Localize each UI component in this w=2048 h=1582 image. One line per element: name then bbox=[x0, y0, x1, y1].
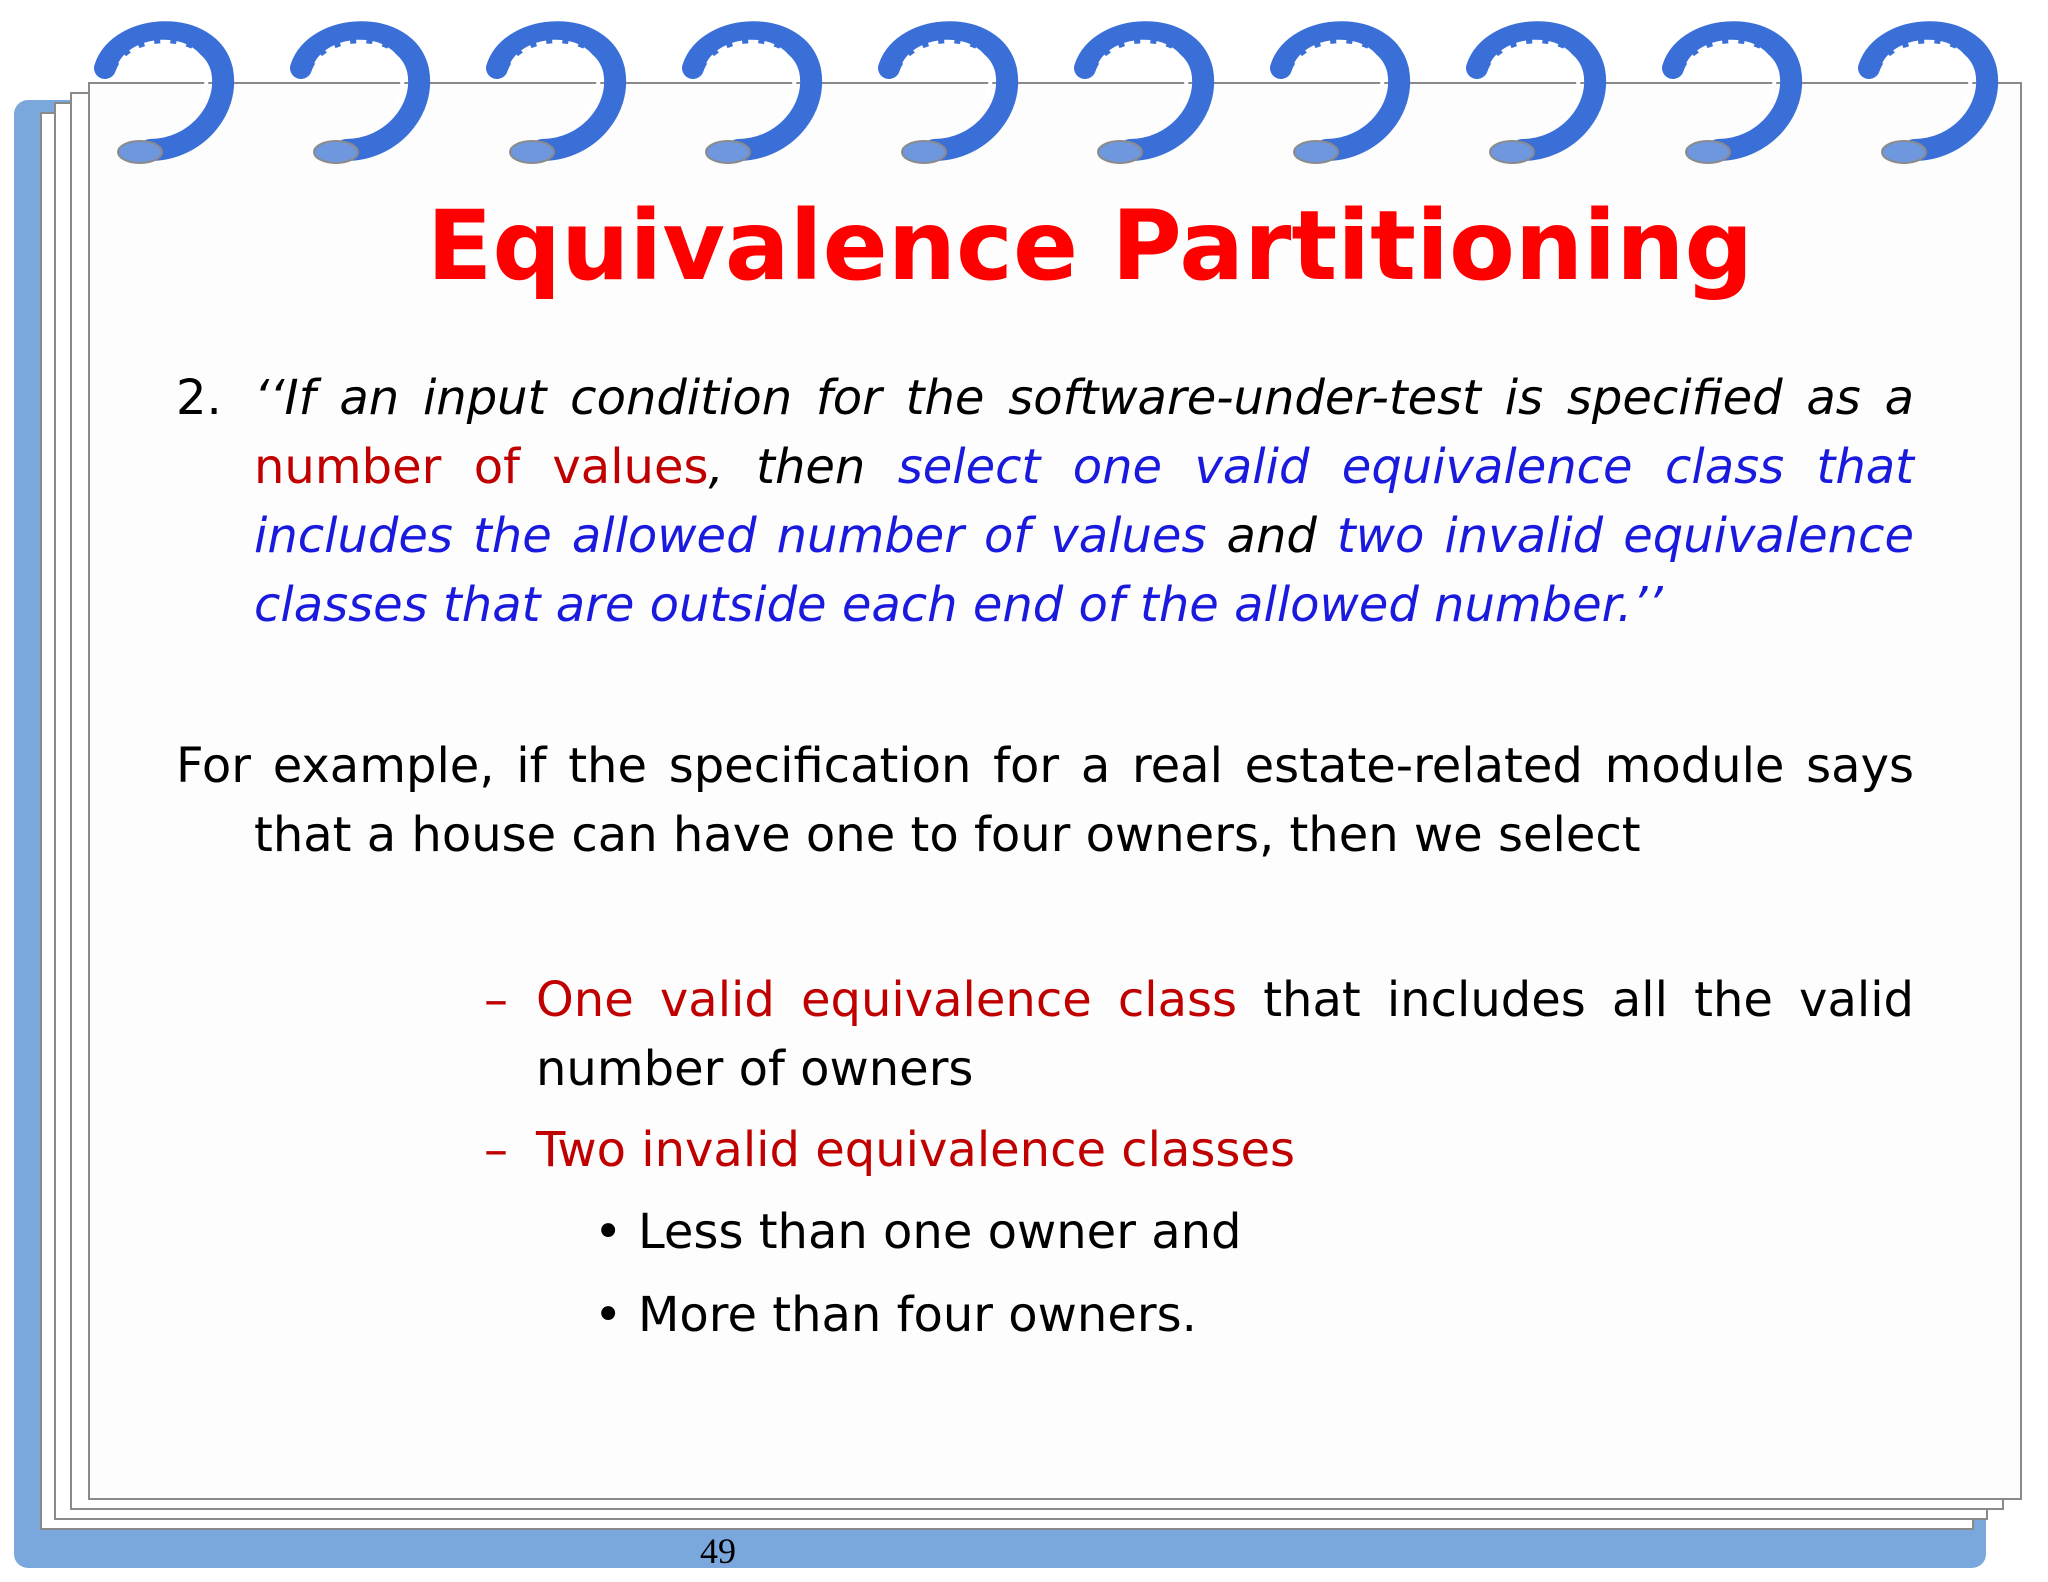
bullet-item bbox=[594, 1198, 1242, 1267]
slide-title: Equivalence Partitioning bbox=[426, 190, 1754, 302]
bullet-icon: • bbox=[594, 1287, 623, 1343]
bullet-icon: • bbox=[594, 1204, 623, 1260]
binding-ring-icon bbox=[1477, 32, 1595, 163]
example-text: For example, if the specification for a real estate-related module says that a house can have one to four owners, then we select bbox=[176, 738, 1914, 863]
spiral-binding bbox=[0, 0, 2048, 200]
rule-then: , then bbox=[708, 439, 898, 495]
bullet-item bbox=[594, 1281, 1197, 1350]
binding-ring-icon bbox=[1869, 32, 1987, 163]
binding-ring-icon bbox=[889, 32, 1007, 163]
page-number: 49 bbox=[700, 1531, 736, 1571]
binding-ring-icon bbox=[1281, 32, 1399, 163]
dash-item-valid bbox=[484, 966, 1914, 1104]
rule-text bbox=[176, 364, 1914, 640]
dash-marker: – bbox=[484, 972, 508, 1028]
rule-paragraph bbox=[176, 364, 1914, 640]
dash-item-text bbox=[484, 966, 1914, 1104]
dash-marker: – bbox=[484, 1122, 508, 1178]
dash-item-red: Two invalid equivalence classes bbox=[536, 1122, 1295, 1178]
dash-item-rest: that includes all the valid number of owners bbox=[536, 972, 1915, 1097]
binding-ring-icon bbox=[301, 32, 419, 163]
rule-invalid-classes: two invalid equivalence classes that are outside each end of the allowed number.’’ bbox=[254, 508, 1915, 633]
binding-ring-icon bbox=[1085, 32, 1203, 163]
binding-ring-icon bbox=[497, 32, 615, 163]
binding-ring-icon bbox=[1673, 32, 1791, 163]
dash-item-text bbox=[484, 1116, 1914, 1185]
rule-red-phrase: number of values bbox=[254, 439, 709, 495]
binding-ring-icon bbox=[693, 32, 811, 163]
example-paragraph bbox=[176, 732, 1914, 870]
rule-valid-class: select one valid equivalence class that includes the allowed number of values bbox=[254, 439, 1915, 564]
dash-item-red: One valid equivalence class bbox=[536, 972, 1238, 1028]
rule-and: and bbox=[1206, 508, 1337, 564]
bullet-text: Less than one owner and bbox=[638, 1204, 1242, 1260]
dash-item-invalid bbox=[484, 1116, 1914, 1185]
rule-quote-start: ‘‘If an input condition for the software-under-test is specified as a bbox=[254, 370, 1914, 426]
binding-ring-icon bbox=[105, 32, 223, 163]
bullet-text: More than four owners. bbox=[638, 1287, 1197, 1343]
rule-number: 2. bbox=[176, 370, 222, 426]
